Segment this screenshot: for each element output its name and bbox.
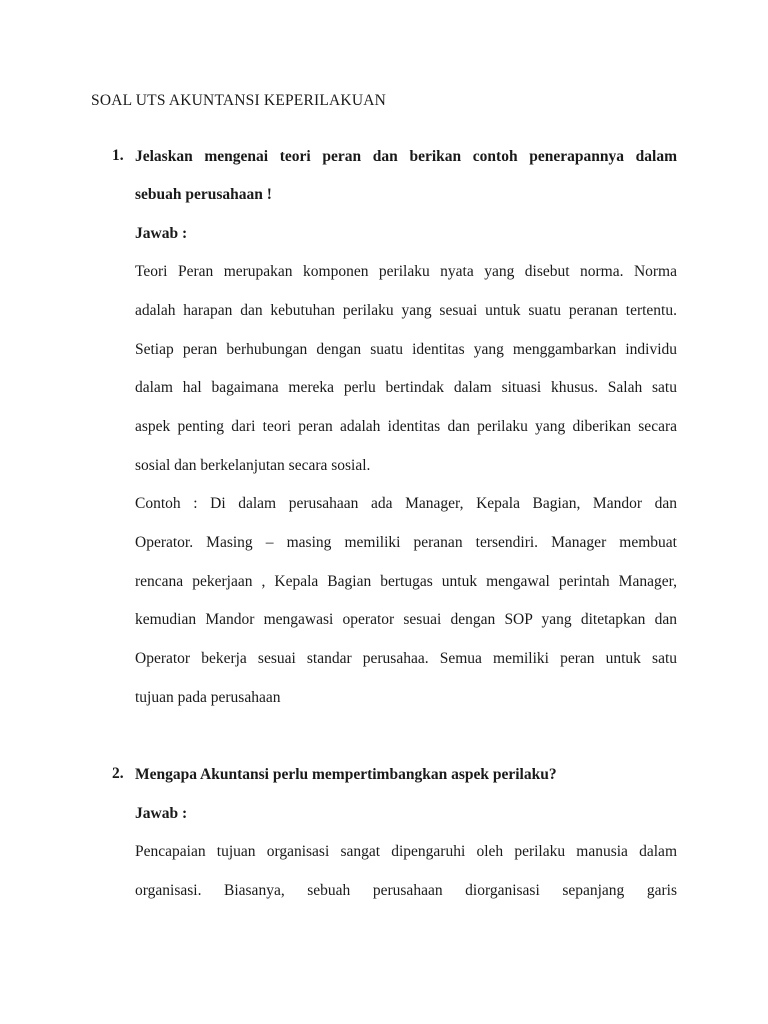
answer-1-line-2: adalah harapan dan kebutuhan perilaku yang sesuai untuk suatu peranan tertentu. bbox=[135, 302, 677, 319]
question-1-number: 1. bbox=[112, 147, 124, 164]
question-1-line-1: Jelaskan mengenai teori peran dan berikan contoh penerapannya dalam bbox=[135, 148, 677, 165]
answer-1-line-1: Teori Peran merupakan komponen perilaku nyata yang disebut norma. Norma bbox=[135, 263, 677, 280]
question-1-line-2: sebuah perusahaan ! bbox=[135, 186, 272, 203]
question-2-number: 2. bbox=[112, 765, 124, 782]
example-1-line-2: Operator. Masing – masing memiliki peranan tersendiri. Manager membuat bbox=[135, 534, 677, 551]
example-1-line-3: rencana pekerjaan , Kepala Bagian bertugas untuk mengawal perintah Manager, bbox=[135, 573, 677, 590]
example-1-line-4: kemudian Mandor mengawasi operator sesuai dengan SOP yang ditetapkan dan bbox=[135, 611, 677, 628]
example-1-line-6: tujuan pada perusahaan bbox=[135, 689, 281, 706]
answer-1-line-5: aspek penting dari teori peran adalah identitas dan perilaku yang diberikan secara bbox=[135, 418, 677, 435]
example-1-line-1: Contoh : Di dalam perusahaan ada Manager, Kepala Bagian, Mandor dan bbox=[135, 495, 677, 512]
answer-2-line-1: Pencapaian tujuan organisasi sangat dipengaruhi oleh perilaku manusia dalam bbox=[135, 843, 677, 860]
document-title: SOAL UTS AKUNTANSI KEPERILAKUAN bbox=[91, 92, 387, 109]
answer-1-line-6: sosial dan berkelanjutan secara sosial. bbox=[135, 457, 371, 474]
question-1-answer-label: Jawab : bbox=[135, 225, 188, 242]
question-2-line-1: Mengapa Akuntansi perlu mempertimbangkan aspek perilaku? bbox=[135, 766, 557, 783]
question-2-answer-label: Jawab : bbox=[135, 805, 188, 822]
example-1-line-5: Operator bekerja sesuai standar perusahaa. Semua memiliki peran untuk satu bbox=[135, 650, 677, 667]
answer-2-line-2: organisasi. Biasanya, sebuah perusahaan diorganisasi sepanjang garis bbox=[135, 882, 677, 899]
answer-1-line-3: Setiap peran berhubungan dengan suatu identitas yang menggambarkan individu bbox=[135, 341, 677, 358]
answer-1-line-4: dalam hal bagaimana mereka perlu bertindak dalam situasi khusus. Salah satu bbox=[135, 379, 677, 396]
